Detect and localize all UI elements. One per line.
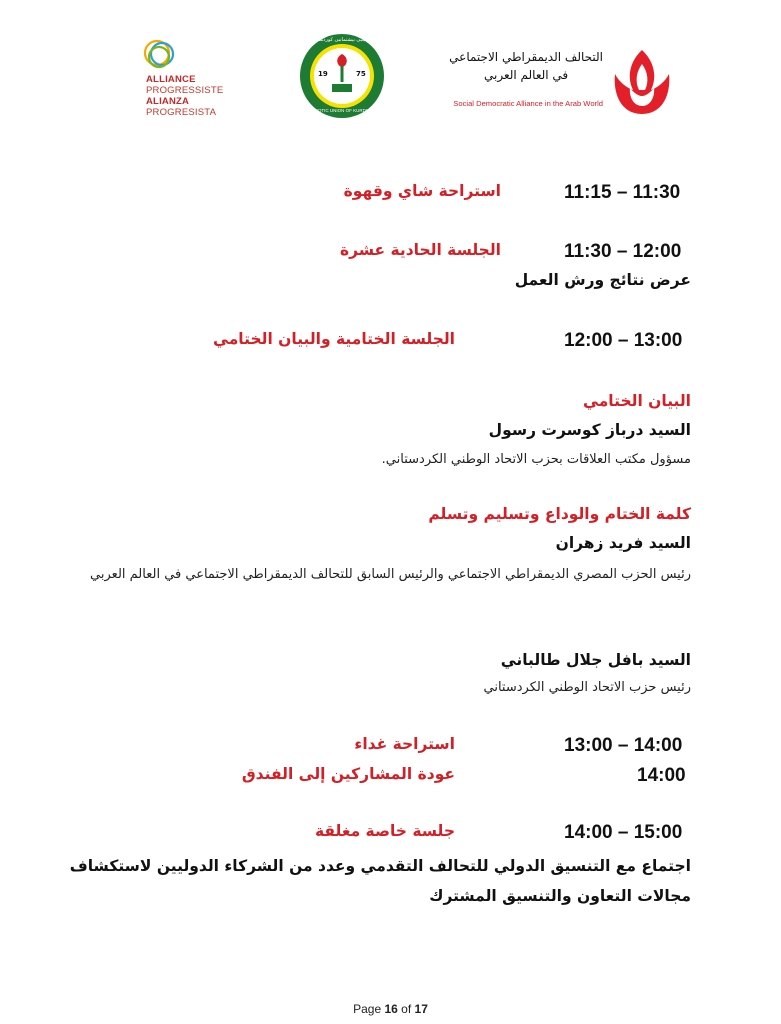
sda-arabic-line2: في العالم العربي	[483, 68, 569, 82]
break1-time: 11:15 – 11:30	[564, 182, 681, 203]
closing-statement-speaker: السيد درباز كوسرت رسول	[488, 421, 691, 439]
closed-session-desc: اجتماع مع التنسيق الدولي للتحالف التقدمي وعدد من الشركاء الدوليين لاستكشاف مجالات التعاون والتنسيق المشترك	[69, 857, 691, 905]
page-number: 16	[384, 1002, 398, 1016]
sda-logo	[449, 44, 675, 116]
farewell-heading: كلمة الختام والوداع وتسليم وتسلم	[428, 505, 691, 523]
return-title: عودة المشاركين إلى الفندق	[241, 765, 455, 783]
pa-text-right-2: PROGRESSISTE	[146, 85, 224, 96]
closing-statement-heading: البيان الختامي	[583, 392, 691, 410]
progressive-alliance-rings-icon	[84, 34, 234, 74]
farewell-role2: رئيس حزب الاتحاد الوطني الكردستاني	[483, 680, 691, 695]
puk-bottom-text: PATRIOTIC UNION OF KURDISTAN	[305, 108, 379, 113]
farewell-speaker2: السيد بافل جلال طالباني	[500, 651, 691, 669]
progressive-alliance-logo	[84, 34, 234, 124]
closing-session-time: 12:00 – 13:00	[564, 330, 683, 351]
page-label: Page	[353, 1002, 382, 1016]
puk-top-text: يەكێتیی نیشتمانیی کوردستان	[312, 37, 372, 43]
break1-title: استراحة شاي وقهوة	[343, 182, 501, 200]
sda-english-name: Social Democratic Alliance in the Arab World	[453, 99, 603, 108]
page-of-label: of	[401, 1002, 412, 1016]
closing-statement-role: مسؤول مكتب العلاقات بحزب الاتحاد الوطني الكردستاني.	[381, 452, 691, 467]
sda-arabic-line1: التحالف الديمقراطي الاجتماعي	[449, 50, 603, 64]
pa-text-right-3: ALIANZA	[146, 96, 190, 107]
closing-session-title: الجلسة الختامية والبيان الختامي	[213, 330, 455, 348]
return-time: 14:00	[637, 765, 686, 786]
farewell-role1: رئيس الحزب المصري الديمقراطي الاجتماعي والرئيس السابق للتحالف الديمقراطي الاجتماعي في العالم العربي	[90, 567, 691, 582]
page-total: 17	[414, 1002, 428, 1016]
tulip-icon	[609, 44, 675, 116]
sda-arabic-name	[449, 48, 603, 84]
lunch-title: استراحة غداء	[354, 735, 455, 753]
pa-text-right-1: ALLIANCE	[146, 74, 196, 85]
lunch-time: 13:00 – 14:00	[564, 735, 683, 756]
farewell-speaker1: السيد فريد زهران	[555, 534, 691, 552]
page-footer	[0, 1002, 781, 1016]
puk-year-right: 75	[356, 70, 366, 78]
puk-year-left: 19	[318, 70, 328, 78]
session11-title: الجلسة الحادية عشرة	[339, 241, 501, 259]
pa-text-right-4: PROGRESISTA	[146, 107, 217, 118]
puk-logo	[298, 32, 386, 120]
closed-session-time: 14:00 – 15:00	[564, 822, 683, 843]
closed-session-title: جلسة خاصة مغلقة	[314, 822, 455, 840]
session11-desc: عرض نتائج ورش العمل	[514, 271, 691, 289]
session11-time: 11:30 – 12:00	[564, 241, 682, 262]
